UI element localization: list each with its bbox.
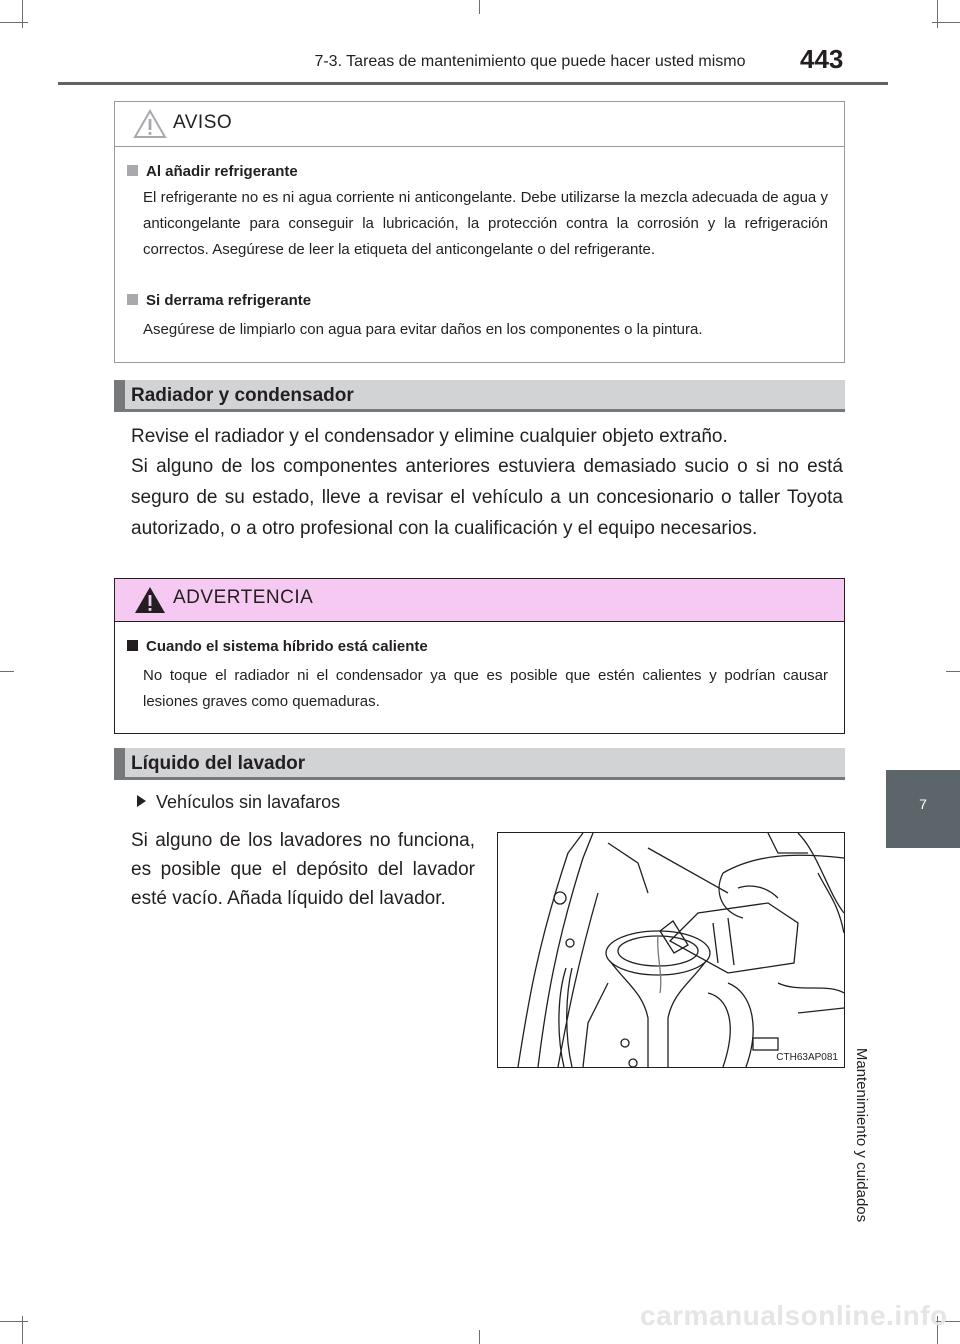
square-bullet-icon: [127, 294, 138, 305]
square-bullet-icon: [127, 640, 138, 651]
chapter-number: 7: [919, 796, 927, 812]
vehicle-variant-bullet: Vehículos sin lavafaros: [137, 792, 340, 813]
aviso-item-text: Asegúrese de limpiarlo con agua para evitar daños en los componentes o la pintura.: [143, 321, 703, 338]
washer-fluid-figure: [497, 832, 845, 1068]
advertencia-header: [115, 579, 844, 622]
paragraph: Si alguno de los componentes anteriores estuviera demasiado sucio o si no está seguro de su estado, lleve a revisar el vehículo a un concesionario o taller Toyota autorizado, o a otro profesional con la cualificación y el equipo necesarios.: [131, 456, 843, 539]
square-bullet-icon: [127, 165, 138, 176]
section-header: 7-3. Tareas de mantenimiento que puede hacer usted mismo: [314, 53, 746, 70]
section-title: Líquido del lavador: [131, 753, 306, 774]
figure-code: CTH63AP081: [776, 1052, 838, 1063]
page-number: 443: [800, 44, 844, 74]
section-heading-radiador: [114, 380, 845, 412]
aviso-title: AVISO: [173, 112, 233, 133]
aviso-box: [114, 101, 845, 363]
aviso-header: [115, 102, 844, 147]
paragraph: Si alguno de los lavadores no funciona, es posible que el depósito del lavador esté vacío. Añada líquido del lavador.: [131, 830, 475, 909]
aviso-item-heading: Si derrama refrigerante: [127, 292, 311, 309]
header-rule: [58, 82, 888, 85]
advertencia-item-text: No toque el radiador ni el condensador ya que es posible que estén calientes y podrían causar lesiones graves como quemaduras.: [143, 667, 828, 710]
warning-icon: [133, 585, 167, 620]
caution-icon: [133, 109, 167, 144]
chapter-label: Mantenimiento y cuidados: [853, 1047, 870, 1223]
section-title: Radiador y condensador: [131, 385, 354, 406]
advertencia-box: [114, 578, 845, 734]
watermark: carmanualsonline.info: [640, 1300, 948, 1331]
advertencia-title: ADVERTENCIA: [173, 587, 314, 608]
aviso-item-text: El refrigerante no es ni agua corriente ni anticongelante. Debe utilizarse la mezcla adecuada de agua y anticongelante para conseguir la lubricación, la protección contra la corrosión y la refrigeración correctos. Asegúrese de leer la etiqueta del anticongelante o del refrigerante.: [143, 189, 828, 258]
advertencia-item-heading: Cuando el sistema híbrido está caliente: [127, 638, 428, 655]
aviso-item-heading: Al añadir refrigerante: [127, 163, 298, 180]
paragraph: Revise el radiador y el condensador y elimine cualquier objeto extraño.: [131, 426, 728, 447]
section-heading-lavador: [114, 748, 845, 780]
triangle-bullet-icon: [137, 795, 146, 807]
